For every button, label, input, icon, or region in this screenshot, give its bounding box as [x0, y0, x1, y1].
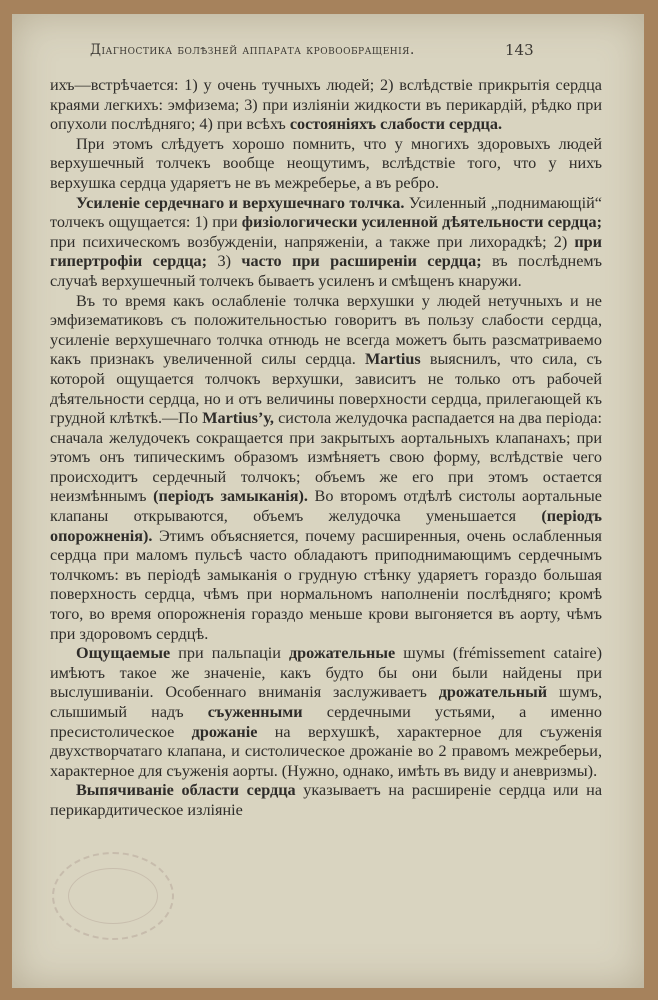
paragraph	[50, 644, 602, 781]
book-page	[12, 14, 644, 988]
bold-text-segment: физіологически усиленной дѣятельности сердца;	[241, 213, 602, 232]
bold-text-segment: Усиленіе сердечнаго и верхушечнаго толчка.	[76, 193, 405, 212]
bold-text-segment: Martius	[364, 350, 421, 369]
bold-text-segment: дрожаніе	[191, 722, 258, 741]
bold-text-segment: дрожательный	[438, 683, 548, 702]
paragraph	[50, 292, 602, 645]
text-segment: 3)	[207, 252, 242, 271]
text-segment: выяснилъ, что сила, съ которой ощущается толчокъ верхушки, зависитъ не только отъ рабочей дѣятельности сердца, но и отъ величины поверхности сердца, прилегающей къ грудной клѣткѣ.—По	[50, 350, 603, 428]
bold-text-segment: области сердца	[181, 781, 296, 800]
text-segment: при пальпаціи	[170, 644, 289, 663]
library-stamp	[52, 852, 174, 940]
bold-text-segment: дрожательные	[288, 644, 396, 663]
text-segment: При этомъ слѣдуетъ хорошо помнить, что у многихъ здоровыхъ людей верхушечный толчекъ вообще неощутимъ, вслѣдствіе того, что у нихъ верхушка сердца ударяетъ не въ межреберье, а въ ребро.	[50, 134, 602, 192]
bold-text-segment: состояніяхъ слабости сердца.	[289, 115, 502, 134]
text-segment: ихъ—встрѣчается: 1) у очень тучныхъ людей; 2) вслѣдствіе прикрытія сердца краями легкихъ: эмфизема; 3) при изліяніи жидкости въ перикардій, рѣдко при опухоли послѣдняго; 4) при всѣхъ	[50, 76, 602, 134]
bold-text-segment: (періодъ замыканія).	[153, 487, 308, 506]
text-segment: Во второмъ отдѣлѣ систолы аортальные клапаны открываются, объемъ желудочка уменьшается	[50, 487, 602, 526]
page-header	[12, 42, 644, 64]
bold-text-segment: при гипертрофіи сердца;	[50, 232, 602, 271]
paragraph	[50, 135, 602, 194]
bold-text-segment: съуженными	[207, 703, 303, 721]
paragraph	[50, 781, 602, 820]
bold-text-segment: Martius’у,	[202, 409, 274, 428]
text-segment: систола желудочка распадается на два періода: сначала желудочекъ сокращается при закрытыхъ аортальныхъ клапанахъ; при этомъ онъ типическимъ образомъ измѣняетъ свою форму, вслѣдствіе чего происходитъ сердечный толчокъ; объемъ же его при этомъ остается неизмѣннымъ	[50, 409, 602, 506]
running-title: Діагностика болѣзней аппарата кровообращенія.	[90, 42, 415, 58]
text-segment: указываетъ на расширеніе сердца или на перикардитическое изліяніе	[50, 781, 603, 819]
text-segment: шумы (frémissement cataire) имѣютъ такое же значеніе, какъ будто бы они были найдены при выслушиваніи. Особеннаго вниманія заслуживаетъ	[50, 644, 603, 702]
text-segment: Усиленный „поднимающій“ толчекъ ощущается: 1) при	[50, 193, 602, 232]
text-segment: сердечными устьями, а именно пресистолическое	[50, 703, 602, 741]
page-number: 143	[505, 41, 534, 59]
bold-text-segment: Выпячиваніе	[76, 781, 174, 800]
body-text	[50, 76, 602, 821]
paragraph	[50, 194, 602, 292]
text-segment: въ послѣднемъ случаѣ верхушечный толчекъ бываетъ усиленъ и смѣщенъ кнаружи.	[50, 252, 602, 290]
text-segment: шумъ, слышимый надъ	[50, 683, 602, 721]
text-segment: Этимъ объясняется, почему расширенныя, очень ослабленныя сердца при маломъ пульсѣ часто обладаютъ приподнимающимъ сердечнымъ толчкомъ: въ періодѣ замыканія о грудную стѣнку ударяетъ гораздо большая поверхность сердца, чѣмъ при нормальномъ наполненіи послѣдняго; кромѣ того, во время опорожненія гораздо меньше крови выгоняется въ аорту, чѣмъ при здоровомъ сердцѣ.	[50, 526, 602, 643]
bold-text-segment: (періодъ опорожненія).	[50, 507, 602, 545]
text-segment: Въ то время какъ ослабленіе толчка верхушки у людей нетучныхъ и не эмфизематиковъ съ положительностью говоритъ въ пользу слабости сердца, усиленіе верхушечнаго толчка отнюдь не всегда можетъ быть разсматриваемо какъ признакъ увеличенной силы сердца.	[50, 291, 602, 369]
text-segment: при психическомъ возбужденіи, напряженіи, а также при лихорадкѣ; 2)	[50, 232, 575, 251]
paragraph	[50, 76, 602, 135]
text-segment	[174, 781, 182, 799]
bold-text-segment: Ощущаемые	[76, 644, 171, 663]
bold-text-segment: часто при расширеніи сердца;	[241, 252, 482, 271]
text-segment: на верхушкѣ, характерное для съуженія двухстворчатаго клапана, и систолическое дрожаніе во 2 правомъ межреберьи, характерное для съуженія аорты. (Нужно, однако, имѣть въ виду и аневризмы).	[50, 722, 603, 780]
